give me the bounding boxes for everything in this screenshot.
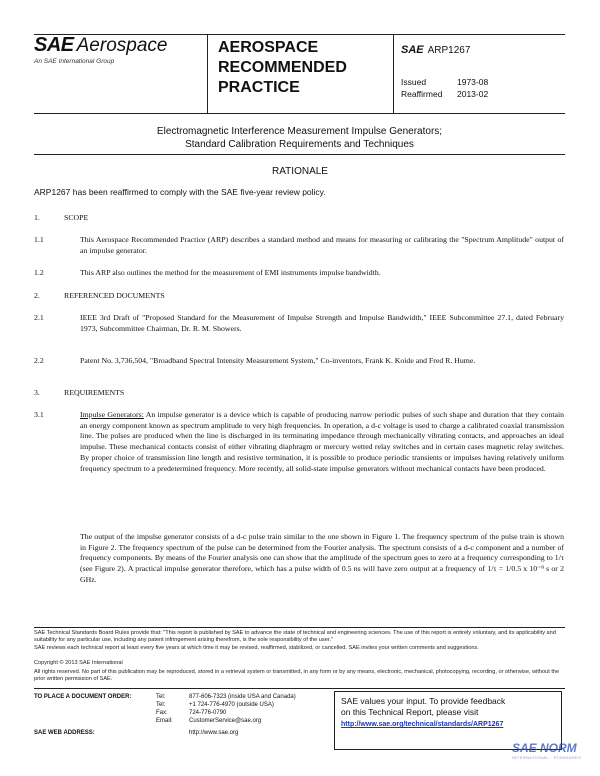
section-number: 2.1 (34, 313, 44, 322)
document-title (34, 125, 565, 151)
sae-aerospace-logo (34, 34, 167, 65)
section-paragraph: IEEE 3rd Draft of "Proposed Standard for the Measurement of Impulse Strength and Impulse Bandwidth," IEEE Subcommittee 27.1, dated February 1973, Subcommittee Chairman, Dr. R. M. Showers. (80, 313, 564, 333)
title-line-2: Standard Calibration Requirements and Techniques (185, 139, 414, 150)
doc-type-line: AEROSPACE (218, 39, 319, 56)
section-number: 3.1 (34, 410, 44, 419)
rationale-text: ARP1267 has been reaffirmed to comply with the SAE five-year review policy. (34, 187, 326, 197)
section-paragraph: This ARP also outlines the method for the measurement of EMI instruments impulse bandwidth. (80, 268, 381, 277)
section-paragraph: The output of the impulse generator consists of a d-c pulse train similar to the one shown in Figure 1. The frequency spectrum of the pulse train is shown in Figure 2. The frequency spectrum of the pulse can be determined from the Fourier analysis. The spectrum consists of a d-c component and a number of frequency components. By means of the Fourier analysis one can show that the amplitude of the spectrum goes to zero at a frequency corresponding to 1/τ (see Figure 2). A practical impulse generator therefore, which has a pulse width of 0.5 ns will have zero output at a frequency of 1/τ = 1/0.5 x 10⁻⁹ s or 2 GHz. (80, 532, 564, 584)
section-number: 3. (34, 388, 40, 397)
logo-aerospace-text: Aerospace (76, 35, 168, 56)
paragraph-body: An impulse generator is a device which is capable of producing narrow periodic pulses of such shape and duration that they contain an energy component known as spectrum amplitude to very high frequencies. In operation, a d-c voltage is used to charge a calibrated coaxial transmission line. The pulses are produced when the line is discharged in its terminating impedance through mechanically vibrating contacts, and approaches an ideal impulse. These mechanical contacts consist of either vibrating diaphragm or mercury wetted relay switches and in certain cases magnetic relay switches. By proper choice of transmission line length and resistive termination, it is possible to produce periodic transients or impulses having relatively uniform frequency spectrum to a predetermined frequency. More recently, all solid-state impulse generators without mechanical contacts have been produced. (80, 410, 565, 473)
document-number (401, 44, 470, 56)
doc-type-line: PRACTICE (218, 79, 300, 96)
doc-number-value: ARP1267 (427, 45, 471, 56)
issued-value: 1973-08 (457, 77, 489, 87)
watermark-text: SAE NORM (512, 741, 577, 755)
tel-value: 877-606-7323 (inside USA and Canada) (189, 694, 296, 700)
section-title: REQUIREMENTS (64, 388, 125, 397)
web-label: SAE WEB ADDRESS: (34, 730, 95, 736)
doc-type-line: RECOMMENDED (218, 59, 347, 76)
section-title: SCOPE (64, 213, 89, 222)
feedback-line-1: SAE values your input. To provide feedback (341, 696, 506, 706)
logo-subtitle: An SAE International Group (34, 58, 115, 65)
header-divider-right (393, 34, 394, 113)
section-number: 1.2 (34, 268, 44, 277)
logo-sae-text: SAE (34, 34, 74, 56)
section-paragraph (80, 410, 564, 474)
tel-label: Tel: (156, 694, 166, 700)
footer-rights: All rights reserved. No part of this publication may be reproduced, stored in a retrieval system or transmitted, in any form or by any means, electronic, mechanical, photocopying, recording, or otherwise, without the prior written permission of SAE. (34, 669, 560, 682)
tel2-value: +1 724-776-4970 (outside USA) (189, 702, 274, 708)
issue-metadata (401, 76, 488, 100)
paragraph-heading: Impulse Generators: (80, 410, 144, 419)
tel2-label: Tel: (156, 702, 166, 708)
title-line-1: Electromagnetic Interference Measurement Impulse Generators; (156, 126, 443, 137)
order-label: TO PLACE A DOCUMENT ORDER: (34, 694, 132, 700)
doc-prefix: SAE (401, 44, 424, 56)
footer-copyright: Copyright © 2013 SAE International (34, 660, 123, 666)
header-bottom-rule (34, 113, 565, 114)
watermark-subtext: INTERNATIONAL · STANDARDS (512, 755, 582, 760)
section-title: REFERENCED DOCUMENTS (64, 291, 165, 300)
fax-value: 724-776-0790 (189, 710, 227, 716)
section-number: 2. (34, 291, 40, 300)
email-value[interactable]: CustomerService@sae.org (189, 718, 262, 724)
reaffirmed-label: Reaffirmed (401, 89, 443, 99)
watermark-logo (512, 741, 582, 760)
section-paragraph: Patent No. 3,736,504, "Broadband Spectral Intensity Measurement System," Co-inventors, Frank K. Koide and Fred R. Hume. (80, 356, 476, 365)
feedback-link[interactable]: http://www.sae.org/technical/standards/ARP1267 (341, 721, 504, 728)
section-number: 1.1 (34, 235, 44, 244)
footer-rule (34, 627, 565, 628)
section-paragraph: This Aerospace Recommended Practice (ARP) describes a standard method and means for measuring or calibrating the "Spectrum Amplitude" output of an impulse generator. (80, 235, 564, 255)
order-rule (34, 688, 565, 689)
header-divider-left (207, 34, 208, 113)
fax-label: Fax: (156, 710, 168, 716)
document-type-heading (218, 38, 347, 98)
section-number: 2.2 (34, 356, 44, 365)
email-label: Email: (156, 718, 173, 724)
issued-label: Issued (401, 77, 427, 87)
section-number: 1. (34, 213, 40, 222)
rationale-heading: RATIONALE (272, 166, 328, 177)
web-value[interactable]: http://www.sae.org (189, 730, 239, 736)
feedback-line-2: on this Technical Report, please visit (341, 707, 479, 717)
reaffirmed-value: 2013-02 (457, 89, 489, 99)
footer-review-note: SAE reviews each technical report at least every five years at which time it may be revised, reaffirmed, stabilized, or cancelled. SAE invites your written comments and suggestions. (34, 645, 479, 651)
title-bottom-rule (34, 154, 565, 155)
footer-disclaimer: SAE Technical Standards Board Rules provide that: "This report is published by SAE to advance the state of technical and engineering sciences. The use of this report is entirely voluntary, and its applicability and suitability for any particular use, including any patent infringement arising therefrom, is the sole responsibility of the user." (34, 630, 556, 643)
